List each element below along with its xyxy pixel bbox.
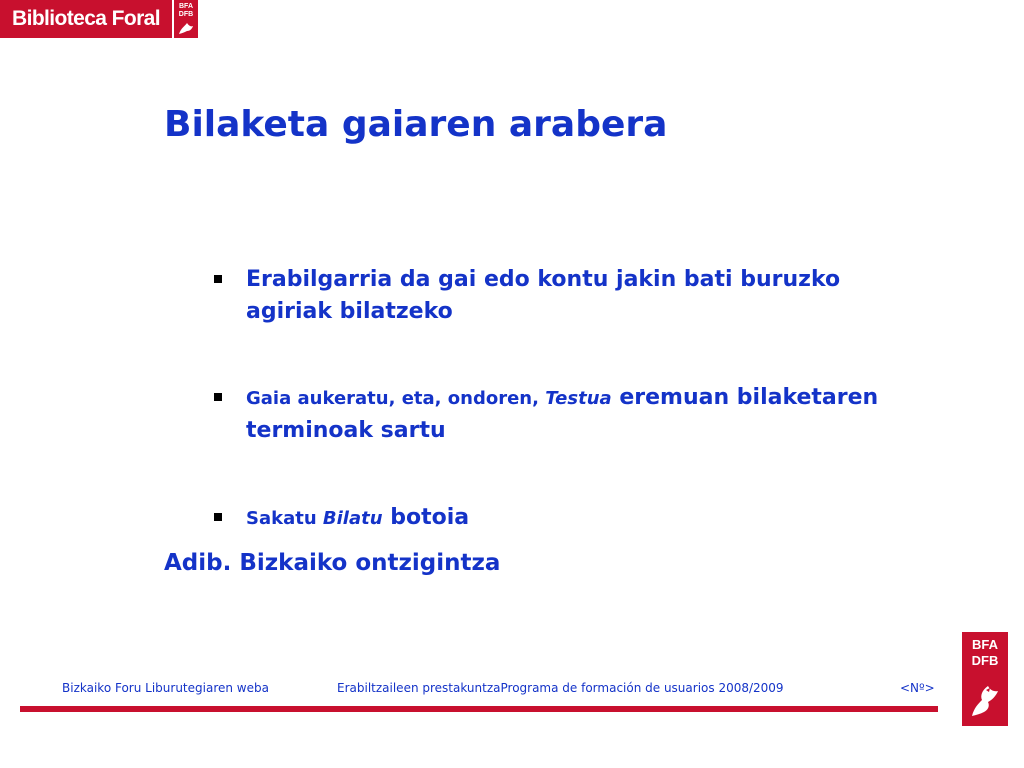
dragon-emblem-icon bbox=[968, 682, 1002, 720]
badge-large-line1: BFA bbox=[972, 637, 998, 652]
bfa-dfb-badge-small bbox=[174, 0, 198, 38]
bfa-dfb-badge-large bbox=[962, 632, 1008, 726]
badge-small-line1: BFA bbox=[179, 3, 193, 10]
footer-left-text: Bizkaiko Foru Liburutegiaren weba bbox=[62, 681, 269, 695]
bullet-2-lead: Gaia aukeratu, eta, ondoren, bbox=[246, 388, 546, 409]
bullet-text-2 bbox=[246, 382, 926, 447]
bullet-3-italic: Bilatu bbox=[322, 508, 383, 529]
dragon-emblem-icon bbox=[177, 20, 195, 36]
bullet-2-trail: eremuan bilaketaren terminoak sartu bbox=[246, 385, 879, 443]
example-text: Adib. Bizkaiko ontzigintza bbox=[164, 550, 501, 576]
footer-divider bbox=[20, 706, 938, 712]
slide-title: Bilaketa gaiaren arabera bbox=[164, 104, 668, 145]
bullet-text-3 bbox=[246, 502, 926, 535]
slide-footer bbox=[62, 681, 938, 699]
bullet-3-lead: Sakatu bbox=[246, 508, 323, 529]
square-bullet-icon bbox=[214, 513, 222, 521]
badge-small-line2: DFB bbox=[178, 11, 194, 18]
badge-large-line2: DFB bbox=[971, 653, 999, 668]
logo-text: Biblioteca Foral bbox=[12, 7, 160, 30]
bullet-3-trail: botoia bbox=[382, 505, 470, 530]
footer-middle-text: Erabiltzaileen prestakuntzaPrograma de formación de usuarios 2008/2009 bbox=[337, 681, 784, 695]
biblioteca-foral-logo bbox=[0, 0, 172, 38]
bullet-2-italic: Testua bbox=[545, 388, 612, 409]
footer-page-number: <Nº> bbox=[900, 681, 935, 695]
square-bullet-icon bbox=[214, 275, 222, 283]
bullet-text-1: Erabilgarria da gai edo kontu jakin bati buruzko agiriak bilatzeko bbox=[246, 267, 841, 324]
square-bullet-icon bbox=[214, 393, 222, 401]
